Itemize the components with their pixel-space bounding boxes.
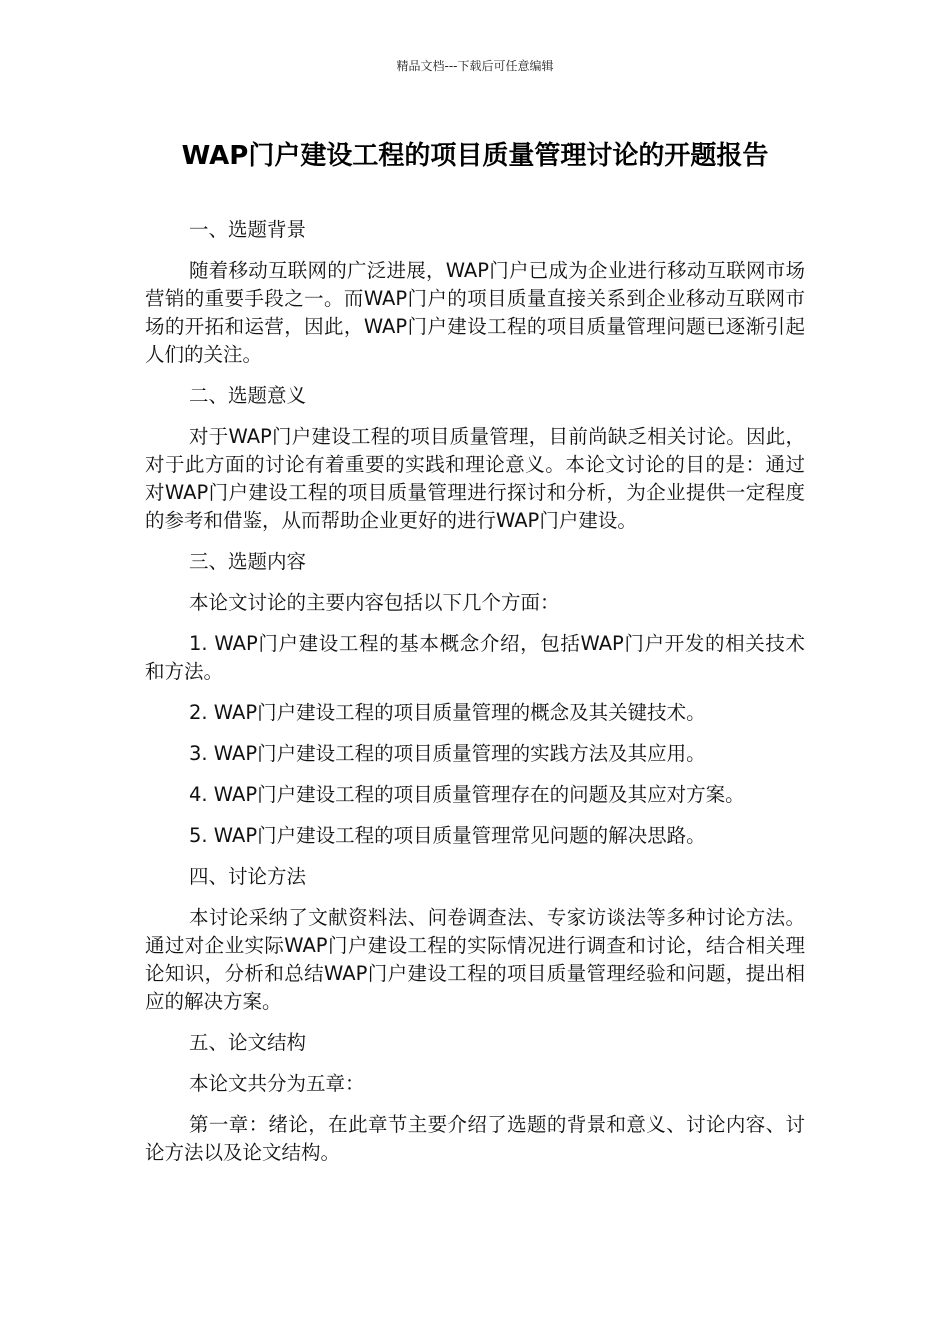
paragraph-methods: 本讨论采纳了文献资料法、问卷调查法、专家访谈法等多种讨论方法。通过对企业实际WAP门户建设工程的实际情况进行调查和讨论，结合相关理论知识，分析和总结WAP门户建设工程的项目质量管理经验和问题，提出相应的解决方案。 bbox=[145, 906, 805, 1013]
section-heading-methods: 四、讨论方法 bbox=[189, 865, 307, 888]
list-item-4: 4. WAP门户建设工程的项目质量管理存在的问题及其应对方案。 bbox=[189, 783, 745, 806]
paragraph-background: 随着移动互联网的广泛进展，WAP门户已成为企业进行移动互联网市场营销的重要手段之一。而WAP门户的项目质量直接关系到企业移动互联网市场的开拓和运营，因此，WAP门户建设工程的项目质量管理问题已逐渐引起人们的关注。 bbox=[145, 259, 805, 366]
paragraph-content-intro: 本论文讨论的主要内容包括以下几个方面： bbox=[189, 591, 560, 614]
list-item-5: 5. WAP门户建设工程的项目质量管理常见问题的解决思路。 bbox=[189, 824, 706, 847]
list-item-3: 3. WAP门户建设工程的项目质量管理的实践方法及其应用。 bbox=[189, 742, 706, 765]
section-heading-significance: 二、选题意义 bbox=[189, 384, 307, 407]
paragraph-chapter-1: 第一章：绪论，在此章节主要介绍了选题的背景和意义、讨论内容、讨论方法以及论文结构。 bbox=[145, 1113, 805, 1164]
paragraph-significance: 对于WAP门户建设工程的项目质量管理，目前尚缺乏相关讨论。因此，对于此方面的讨论有着重要的实践和理论意义。本论文讨论的目的是：通过对WAP门户建设工程的项目质量管理进行探讨和分析，为企业提供一定程度的参考和借鉴，从而帮助企业更好的进行WAP门户建设。 bbox=[145, 425, 805, 532]
paragraph-structure-intro: 本论文共分为五章： bbox=[189, 1072, 365, 1095]
section-heading-background: 一、选题背景 bbox=[189, 218, 307, 241]
section-heading-structure: 五、论文结构 bbox=[189, 1031, 307, 1054]
document-title: WAP门户建设工程的项目质量管理讨论的开题报告 bbox=[181, 141, 769, 171]
document-body bbox=[145, 216, 805, 1180]
section-heading-content: 三、选题内容 bbox=[189, 550, 307, 573]
list-item-2: 2. WAP门户建设工程的项目质量管理的概念及其关键技术。 bbox=[189, 701, 706, 724]
list-item-1: 1. WAP门户建设工程的基本概念介绍，包括WAP门户开发的相关技术和方法。 bbox=[145, 632, 805, 683]
page-header: 精品文档---下载后可任意编辑 bbox=[396, 59, 554, 73]
